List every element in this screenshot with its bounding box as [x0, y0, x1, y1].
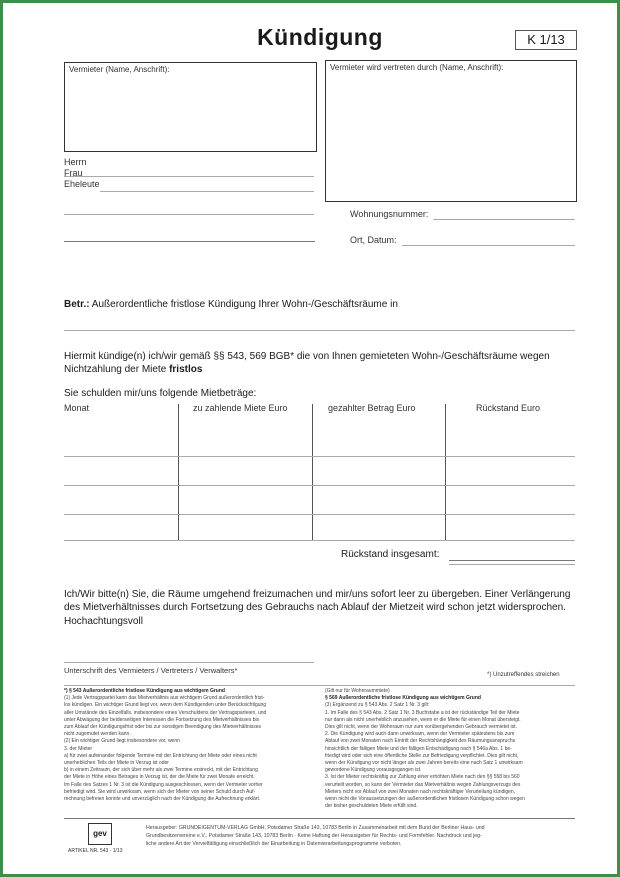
table-divider-2	[312, 404, 313, 540]
legal-left-line: nicht zugemutet werden kann.	[64, 731, 131, 738]
legal-right-lines	[325, 702, 575, 810]
table-header-rent-due: zu zahlende Miete Euro	[193, 403, 288, 413]
notice-line-2	[64, 364, 202, 375]
legal-left-line: rechnung befreien konnte und unverzüglich nach der Kündigung die Aufrechnung erklärt.	[64, 796, 261, 803]
recipient-line-2[interactable]	[100, 191, 314, 192]
legal-left-line: los kündigen. Ein wichtiger Grund liegt vor, wenn dem Kündigenden unter Berücksichtigung	[64, 702, 267, 709]
form-title: Kündigung	[257, 24, 383, 50]
legal-right	[325, 688, 575, 810]
legal-left-line: zum Ablauf der Kündigungsfrist oder bis zur sonstigen Beendigung des Mietverhältnisses	[64, 724, 262, 731]
place-date-field[interactable]	[402, 245, 575, 246]
table-divider-1	[178, 404, 179, 540]
legal-left-line: (2) Ein wichtiger Grund liegt insbesondere vor, wenn	[64, 738, 180, 745]
legal-left-lines	[64, 695, 314, 803]
signature-line[interactable]	[64, 662, 314, 663]
signature-note: *) Unzutreffendes streichen	[487, 672, 560, 678]
apartment-number-field[interactable]	[433, 219, 575, 220]
legal-right-line: verurteilt worden, so kann der Vermieter das Mietverhältnis wegen Zahlungsverzugs des	[325, 781, 521, 788]
legal-right-line: Ablauf von zwei Monaten nach Eintritt der Rechtshängigkeit des Räumungsanspruchs	[325, 738, 516, 745]
recipient-line-3[interactable]	[64, 214, 314, 215]
apartment-number-label: Wohnungsnummer:	[350, 209, 429, 219]
legal-right-line: 1. Im Falle des § 543 Abs. 2 Satz 1 Nr. 3 Buchstabe a ist der rückständige Teil der Miete	[325, 709, 520, 716]
legal-right-line: Mieters nicht vor Ablauf von zwei Monaten nach rechtskräftiger Verurteilung kündigen,	[325, 788, 516, 795]
subject-address-line[interactable]	[64, 330, 575, 331]
arrears-total-field[interactable]	[449, 560, 575, 561]
table-row-line-1[interactable]	[64, 456, 575, 457]
legal-right-line: gewordene Kündigung vorausgegangen ist.	[325, 767, 422, 774]
recipient-frau: Frau	[64, 168, 83, 178]
legal-right-prefix: (Gilt nur für Wohnraummiete)	[325, 688, 390, 694]
arrears-total-label: Rückstand insgesamt:	[341, 549, 440, 560]
footer-publisher-line: Grundbesitzervereine e.V., Potsdamer Straße 143, 10783 Berlin · Keine Haftung der Herausgeber für Rechts- und Formfehler. Nachdruck und jeg-	[146, 833, 482, 839]
legal-left	[64, 688, 314, 803]
closing-line-1: Ich/Wir bitte(n) Sie, die Räume umgehend freizumachen und mir/uns sofort leer zu übergeben. Einer Verlängerung	[64, 589, 571, 600]
table-header-month: Monat	[64, 403, 90, 413]
footer-publisher	[146, 824, 576, 848]
notice-line-2-text: Nichtzahlung der Miete	[64, 364, 170, 375]
closing-greeting: Hochachtungsvoll	[64, 616, 143, 627]
notice-fristlos: fristlos	[169, 364, 203, 375]
gev-logo-icon: gev	[88, 823, 112, 845]
table-row-line-3[interactable]	[64, 514, 575, 515]
table-header-arrears: Rückstand Euro	[476, 403, 541, 413]
legal-right-heading: § 569 Außerordentliche fristlose Kündigung aus wichtigem Grund	[325, 695, 481, 702]
legal-right-line: der bisher geschuldeten Miete erfüllt sind.	[325, 803, 418, 810]
arrears-intro: Sie schulden mir/uns folgende Mietbeträge:	[64, 388, 257, 399]
legal-left-line: Im Falle des Satzes 1 Nr. 3 ist die Kündigung ausgeschlossen, wenn der Vermieter vorher	[64, 781, 263, 788]
representative-box[interactable]	[325, 60, 577, 202]
recipient-herrn: Herrn	[64, 157, 87, 167]
legal-right-line: wenn nicht die Voraussetzungen der außerordentlichen fristlosen Kündigung schon wegen	[325, 796, 525, 803]
recipient-line-1[interactable]	[64, 176, 314, 177]
landlord-box[interactable]	[64, 62, 317, 152]
legal-left-line: 3. der Mieter	[64, 745, 93, 752]
legal-right-line: hinsichtlich der fälligen Miete und der fälligen Entschädigung nach § 546a Abs. 1 be-	[325, 745, 512, 752]
landlord-box-label: Vermieter (Name, Anschrift):	[69, 65, 170, 74]
legal-left-line: befriedigt wird. Sie wird unwirksam, wenn sich der Mieter von seiner Schuld durch Auf-	[64, 788, 256, 795]
legal-left-line: unter Abwägung der beiderseitigen Interessen die Fortsetzung des Mietverhältnisses bis	[64, 716, 260, 723]
legal-right-line: nur dann als nicht unerheblich anzusehen, wenn er die Miete für einen Monat übersteigt.	[325, 716, 521, 723]
legal-left-line: a) für zwei aufeinander folgende Termine mit der Entrichtung der Miete oder eines nicht	[64, 752, 257, 759]
subject	[64, 299, 398, 310]
footer-publisher-line: Herausgeber: GRUNDEIGENTUM-VERLAG GmbH, Potsdamer Straße 143, 10783 Berlin in Zusammenarbeit mit dem Bund der Berliner Haus- und	[146, 825, 485, 831]
recipient-line-4[interactable]	[64, 241, 315, 242]
legal-right-line: friedigt wird oder sich eine öffentliche Stelle zur Befriedigung verpflichtet. Dies gilt nicht,	[325, 752, 519, 759]
legal-right-line: wenn der Kündigung vor nicht länger als zwei Jahren bereits eine nach Satz 1 unwirksam	[325, 760, 523, 767]
legal-left-line: der Miete in Höhe eines Betrages in Verzug ist, der die Miete für zwei Monate erreicht.	[64, 774, 255, 781]
closing-line-2: des Mietverhältnisses durch Fortsetzung des Gebrauchs nach Ablauf der Mietzeit wird schon jetzt widersprochen.	[64, 602, 566, 613]
legal-separator	[64, 685, 575, 686]
table-divider-3	[445, 404, 446, 540]
footer-publisher-line: liche andere Art der Vervielfältigung einschließlich der Einarbeitung in Datenverarbeitungsprogramme verboten.	[146, 841, 402, 847]
legal-left-line: b) in einem Zeitraum, der sich über mehr als zwei Termine erstreckt, mit der Entrichtung	[64, 767, 258, 774]
footer-article-number: ARTIKEL NR. 543 · 1/13	[68, 848, 123, 854]
legal-right-line: (3) Ergänzend zu § 543 Abs. 2 Satz 1 Nr. 3 gilt:	[325, 702, 430, 709]
legal-left-line: unerheblichen Teils der Miete in Verzug ist oder	[64, 760, 169, 767]
legal-right-line: 2. Die Kündigung wird auch dann unwirksam, wenn der Vermieter spätestens bis zum	[325, 731, 515, 738]
footer-separator	[64, 818, 575, 819]
representative-box-label: Vermieter wird vertreten durch (Name, Anschrift):	[330, 63, 504, 72]
signature-label: Unterschrift des Vermieters / Vertreters / Verwalters*	[64, 666, 238, 675]
legal-left-line: aller Umstände des Einzelfalls, insbesondere eines Verschuldens der Vertragsparteien, und	[64, 709, 267, 716]
recipient-eheleute: Eheleute	[64, 179, 100, 189]
legal-left-heading: *) § 543 Außerordentliche fristlose Kündigung aus wichtigem Grund	[64, 688, 225, 694]
table-row-line-2[interactable]	[64, 485, 575, 486]
table-header-amount-paid: gezahlter Betrag Euro	[328, 403, 416, 413]
table-row-line-4[interactable]	[64, 540, 575, 541]
notice-line-1: Hiermit kündige(n) ich/wir gemäß §§ 543, 569 BGB* die von Ihnen gemieteten Wohn-/Geschäftsräume wegen	[64, 351, 550, 362]
subject-text: Außerordentliche fristlose Kündigung Ihrer Wohn-/Geschäftsräume in	[91, 299, 398, 310]
arrears-total-double-line	[449, 564, 575, 565]
subject-prefix: Betr.:	[64, 299, 90, 310]
legal-right-line: Dies gilt nicht, wenn der Wohnraum nur zum vorübergehenden Gebrauch vermietet ist.	[325, 724, 517, 731]
place-date-label: Ort, Datum:	[350, 235, 397, 245]
form-number: K 1/13	[515, 30, 577, 50]
legal-left-line: (1) Jede Vertragspartei kann das Mietverhältnis aus wichtigem Grund außerordentlich frist-	[64, 695, 265, 702]
legal-right-line: 3. Ist der Mieter rechtskräftig zur Zahlung einer erhöhten Miete nach den §§ 558 bis 560	[325, 774, 520, 781]
